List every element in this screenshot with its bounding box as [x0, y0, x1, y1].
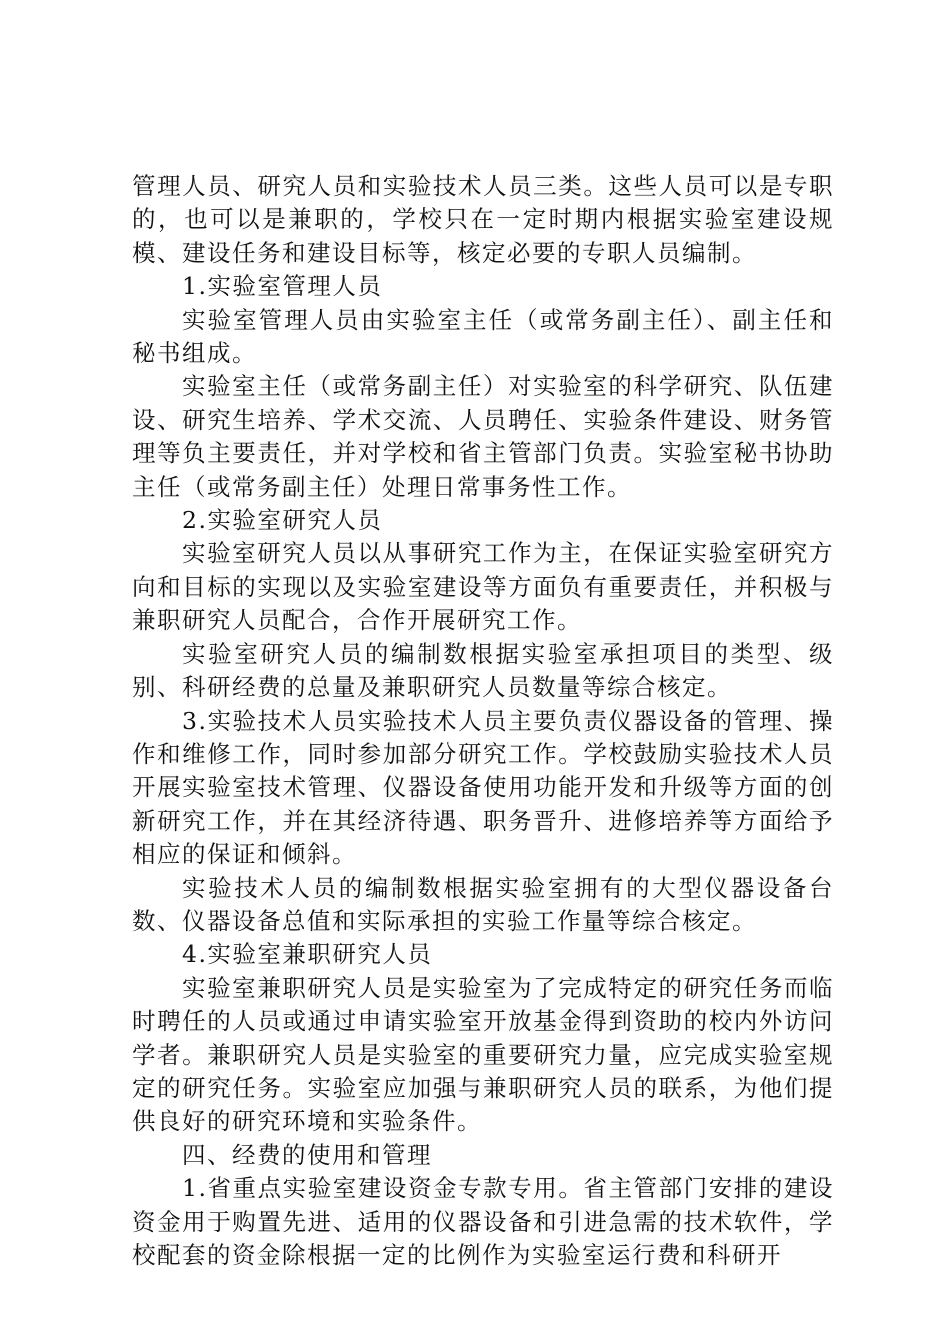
paragraph: 实验室主任（或常务副主任）对实验室的科学研究、队伍建设、研究生培养、学术交流、人员聘任、实验条件建设、财务管理等负主要责任，并对学校和省主管部门负责。实验室秘书协助主任（或常务副主任）处理日常事务性工作。	[132, 372, 834, 501]
paragraph: 1.省重点实验室建设资金专款专用。省主管部门安排的建设资金用于购置先进、适用的仪器设备和引进急需的技术软件，学校配套的资金除根据一定的比例作为实验室运行费和科研开	[132, 1174, 834, 1269]
section-heading: 四、经费的使用和管理	[182, 1140, 432, 1169]
paragraph: 3.实验技术人员实验技术人员主要负责仪器设备的管理、操作和维修工作，同时参加部分研究工作。学校鼓励实验技术人员开展实验室技术管理、仪器设备使用功能开发和升级等方面的创新研究工作，并在其经济待遇、职务晋升、进修培养等方面给予相应的保证和倾斜。	[132, 706, 834, 869]
section-heading: 1.实验室管理人员	[182, 272, 383, 301]
paragraph: 管理人员、研究人员和实验技术人员三类。这些人员可以是专职的，也可以是兼职的，学校只在一定时期内根据实验室建设规模、建设任务和建设目标等，核定必要的专职人员编制。	[132, 172, 834, 267]
section-heading: 4.实验室兼职研究人员	[182, 940, 433, 969]
section-heading: 2.实验室研究人员	[182, 506, 383, 535]
paragraph: 实验室研究人员以从事研究工作为主，在保证实验室研究方向和目标的实现以及实验室建设等方面负有重要责任，并积极与兼职研究人员配合，合作开展研究工作。	[132, 539, 834, 635]
paragraph: 实验室研究人员的编制数根据实验室承担项目的类型、级别、科研经费的总量及兼职研究人员数量等综合核定。	[132, 639, 834, 702]
paragraph: 实验室管理人员由实验室主任（或常务副主任）、副主任和秘书组成。	[132, 305, 834, 368]
document-body	[132, 170, 834, 1272]
paragraph: 实验室兼职研究人员是实验室为了完成特定的研究任务而临时聘任的人员或通过申请实验室开放基金得到资助的校内外访问学者。兼职研究人员是实验室的重要研究力量，应完成实验室规定的研究任务。实验室应加强与兼职研究人员的联系，为他们提供良好的研究环境和实验条件。	[132, 973, 834, 1136]
paragraph: 实验技术人员的编制数根据实验室拥有的大型仪器设备台数、仪器设备总值和实际承担的实验工作量等综合核定。	[132, 873, 834, 935]
